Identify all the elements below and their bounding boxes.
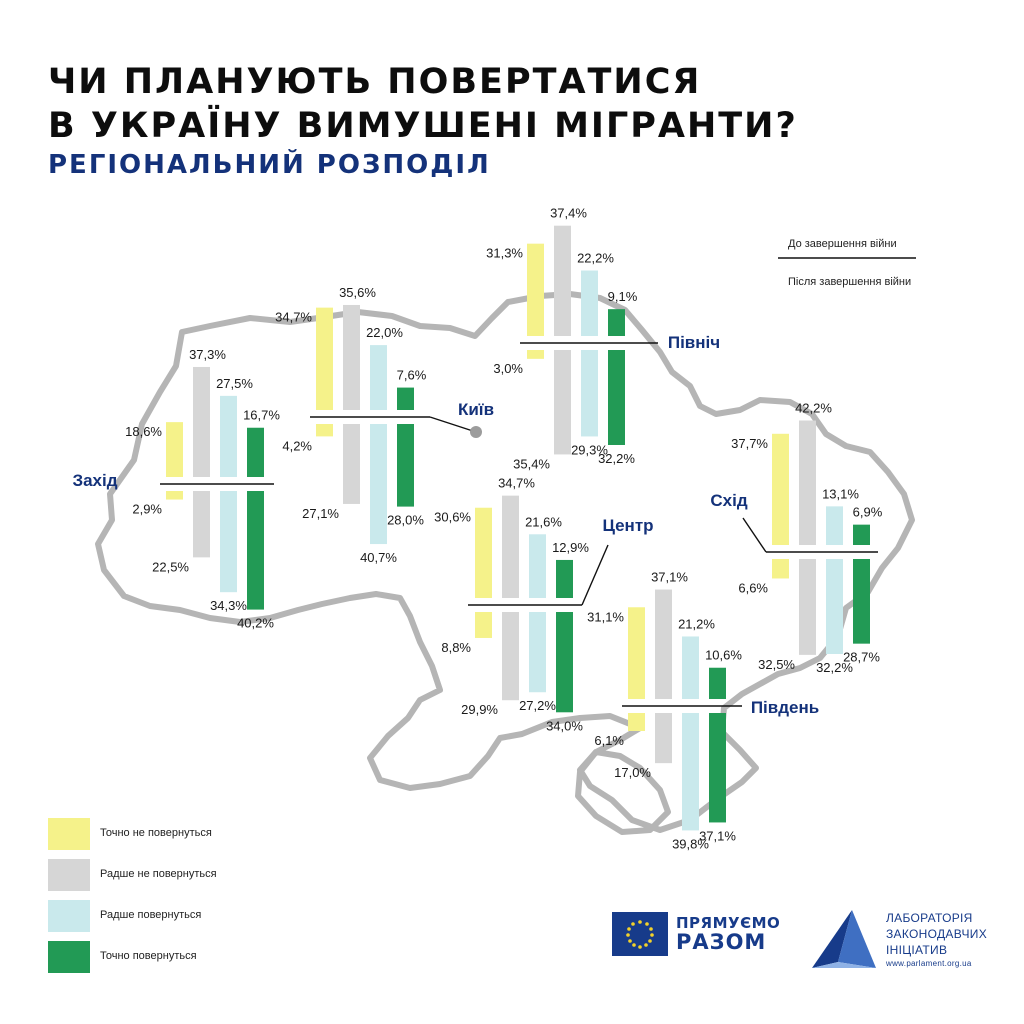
label-before-pivnich-rather-not: 37,4% [550, 205, 587, 221]
label-before-pivden-rather-not: 37,1% [651, 569, 688, 585]
bar-after-tsentr-rather-not [502, 612, 519, 700]
legend-label: Точно повернуться [100, 950, 197, 962]
bar-before-pivden-definitely-yes [709, 668, 726, 699]
region-label-skhid: Схід [710, 491, 748, 510]
label-after-pivden-definitely-yes: 37,1% [699, 828, 736, 844]
key-before-label: До завершення війни [788, 238, 897, 250]
lab-initiatives-logo [808, 906, 1008, 976]
bar-before-pivnich-rather-yes [581, 271, 598, 336]
label-after-pivden-rather-yes: 39,8% [672, 836, 709, 852]
label-before-tsentr-definitely-not: 30,6% [434, 509, 471, 525]
bar-after-skhid-definitely-yes [853, 559, 870, 644]
bar-before-zakhid-rather-yes [220, 396, 237, 477]
bar-after-zakhid-definitely-not [166, 491, 183, 500]
bar-after-pivden-rather-not [655, 713, 672, 763]
bar-after-kyiv-rather-yes [370, 424, 387, 544]
label-after-pivnich-rather-yes: 29,3% [571, 442, 608, 458]
bar-after-zakhid-rather-yes [220, 491, 237, 592]
bar-before-zakhid-definitely-yes [247, 428, 264, 477]
bar-after-tsentr-definitely-yes [556, 612, 573, 712]
bar-before-zakhid-definitely-not [166, 422, 183, 477]
bar-before-skhid-definitely-not [772, 434, 789, 545]
bar-before-zakhid-rather-not [193, 367, 210, 477]
label-after-zakhid-definitely-yes: 40,2% [237, 615, 274, 631]
bar-before-kyiv-definitely-not [316, 308, 333, 410]
kyiv-city-marker [470, 426, 482, 438]
label-before-pivnich-definitely-not: 31,3% [486, 245, 523, 261]
bar-after-pivden-definitely-not [628, 713, 645, 731]
bar-after-zakhid-rather-not [193, 491, 210, 557]
bar-before-tsentr-definitely-yes [556, 560, 573, 598]
bar-after-pivden-rather-yes [682, 713, 699, 830]
region-group-tsentr [434, 476, 653, 734]
label-after-skhid-definitely-not: 6,6% [738, 580, 768, 596]
label-before-zakhid-rather-yes: 27,5% [216, 375, 253, 391]
bar-before-skhid-rather-yes [826, 506, 843, 545]
region-group-pivnich [486, 206, 720, 472]
bar-after-tsentr-definitely-not [475, 612, 492, 638]
label-after-skhid-rather-yes: 32,2% [816, 659, 853, 675]
legend-label: Радше повернуться [100, 909, 202, 921]
legend-label: Точно не повернуться [100, 827, 212, 839]
bar-after-skhid-rather-not [799, 559, 816, 655]
label-after-zakhid-definitely-not: 2,9% [132, 501, 162, 517]
bar-after-pivnich-rather-not [554, 350, 571, 454]
label-before-pivden-rather-yes: 21,2% [678, 616, 715, 632]
label-before-kyiv-definitely-yes: 7,6% [396, 367, 427, 383]
title-line-2: В УКРАЇНУ ВИМУШЕНІ МІГРАНТИ? [48, 106, 798, 146]
label-before-skhid-definitely-yes: 6,9% [852, 504, 883, 520]
region-label-pivnich: Північ [667, 333, 721, 352]
bar-after-pivnich-rather-yes [581, 350, 598, 436]
legend-label: Радше не повернуться [100, 868, 217, 880]
bar-after-kyiv-definitely-yes [397, 424, 414, 507]
bar-after-pivden-definitely-yes [709, 713, 726, 822]
label-before-tsentr-rather-yes: 21,6% [525, 514, 562, 530]
legend-item-definitely-not [48, 818, 308, 858]
bar-before-skhid-definitely-yes [853, 525, 870, 545]
label-before-pivnich-rather-yes: 22,2% [577, 250, 614, 266]
label-after-tsentr-definitely-not: 8,8% [441, 639, 471, 655]
label-before-skhid-definitely-not: 37,7% [731, 435, 768, 451]
bar-before-pivnich-definitely-yes [608, 309, 625, 336]
eu-together-logo [612, 912, 792, 958]
label-after-kyiv-rather-not: 27,1% [302, 505, 339, 521]
region-label-zakhid: Захід [72, 471, 118, 490]
eu-logo-line-2: РАЗОМ [676, 930, 767, 954]
bar-before-pivden-rather-yes [682, 636, 699, 699]
bar-before-pivden-rather-not [655, 590, 672, 699]
label-before-tsentr-rather-not: 34,7% [498, 475, 535, 491]
bar-before-kyiv-rather-not [343, 305, 360, 410]
label-after-kyiv-definitely-yes: 28,0% [387, 512, 424, 528]
legend-swatch-rather-yes [48, 900, 90, 932]
bar-before-kyiv-rather-yes [370, 345, 387, 410]
label-after-zakhid-rather-not: 22,5% [152, 559, 189, 575]
label-after-tsentr-definitely-yes: 34,0% [546, 718, 583, 734]
bar-before-tsentr-rather-yes [529, 534, 546, 598]
bar-before-kyiv-definitely-yes [397, 388, 414, 410]
label-before-kyiv-rather-yes: 22,0% [366, 325, 403, 341]
label-before-kyiv-rather-not: 35,6% [339, 284, 376, 300]
legend-item-rather-not [48, 859, 308, 899]
bar-after-kyiv-rather-not [343, 424, 360, 504]
lab-triangle-icon [808, 906, 880, 974]
bar-before-pivnich-rather-not [554, 226, 571, 336]
crimea-outline [578, 752, 668, 832]
label-after-kyiv-definitely-not: 4,2% [282, 438, 312, 454]
bar-before-skhid-rather-not [799, 421, 816, 545]
eu-flag-icon [612, 912, 668, 956]
label-after-skhid-definitely-yes: 28,7% [843, 649, 880, 665]
label-after-pivnich-rather-not: 35,4% [513, 456, 550, 472]
before-after-key [778, 238, 916, 288]
legend-item-definitely-yes [48, 941, 308, 981]
bar-before-pivnich-definitely-not [527, 244, 544, 336]
label-before-zakhid-definitely-not: 18,6% [125, 424, 162, 440]
legend-swatch-rather-not [48, 859, 90, 891]
legend-item-rather-yes [48, 900, 308, 940]
bar-before-tsentr-definitely-not [475, 508, 492, 598]
label-after-pivden-rather-not: 17,0% [614, 765, 651, 781]
label-before-zakhid-definitely-yes: 16,7% [243, 407, 280, 423]
region-group-skhid [710, 401, 882, 675]
region-label-tsentr: Центр [602, 516, 654, 535]
legend-swatch-definitely-yes [48, 941, 90, 973]
bar-before-pivden-definitely-not [628, 607, 645, 699]
label-before-skhid-rather-yes: 13,1% [822, 486, 859, 502]
lab-logo-line-1: ЛАБОРАТОРІЯ [886, 911, 973, 925]
region-group-zakhid [72, 347, 280, 631]
label-before-tsentr-definitely-yes: 12,9% [552, 539, 589, 555]
bar-after-zakhid-definitely-yes [247, 491, 264, 610]
label-after-zakhid-rather-yes: 34,3% [210, 598, 247, 614]
label-after-pivden-definitely-not: 6,1% [594, 732, 624, 748]
label-after-tsentr-rather-not: 29,9% [461, 702, 498, 718]
leader-line-kyiv [430, 417, 476, 432]
leader-line-skhid [743, 518, 766, 552]
legend-swatch-definitely-not [48, 818, 90, 850]
title-line-1: ЧИ ПЛАНУЮТЬ ПОВЕРТАТИСЯ [48, 62, 702, 102]
label-before-zakhid-rather-not: 37,3% [189, 346, 226, 362]
label-after-kyiv-rather-yes: 40,7% [360, 550, 397, 566]
eu-logo-line-1: ПРЯМУЄМО [676, 914, 781, 932]
label-before-kyiv-definitely-not: 34,7% [275, 309, 312, 325]
label-before-pivden-definitely-yes: 10,6% [705, 647, 742, 663]
bar-after-pivnich-definitely-yes [608, 350, 625, 445]
label-after-pivnich-definitely-yes: 32,2% [598, 450, 635, 466]
label-before-pivden-definitely-not: 31,1% [587, 609, 624, 625]
lab-logo-text [886, 910, 987, 970]
eu-logo-text [676, 914, 780, 952]
label-before-skhid-rather-not: 42,2% [795, 400, 832, 416]
lab-logo-line-2: ЗАКОНОДАВЧИХ [886, 927, 988, 941]
label-after-pivnich-definitely-not: 3,0% [493, 360, 523, 376]
region-label-kyiv: Київ [457, 400, 495, 419]
label-after-skhid-rather-not: 32,5% [758, 656, 795, 672]
bar-after-skhid-rather-yes [826, 559, 843, 654]
key-after-label: Після завершення війни [788, 276, 912, 288]
region-label-pivden: Південь [750, 698, 820, 717]
lab-logo-url: www.parlament.org.ua [886, 959, 972, 968]
bar-after-kyiv-definitely-not [316, 424, 333, 436]
bar-after-tsentr-rather-yes [529, 612, 546, 692]
bar-after-skhid-definitely-not [772, 559, 789, 578]
lab-logo-line-3: ІНІЦІАТИВ [886, 943, 948, 957]
bar-before-tsentr-rather-not [502, 496, 519, 598]
label-after-tsentr-rather-yes: 27,2% [519, 698, 556, 714]
bar-after-pivnich-definitely-not [527, 350, 544, 359]
chart-subtitle: РЕГІОНАЛЬНИЙ РОЗПОДІЛ [48, 150, 491, 180]
label-before-pivnich-definitely-yes: 9,1% [607, 289, 638, 305]
